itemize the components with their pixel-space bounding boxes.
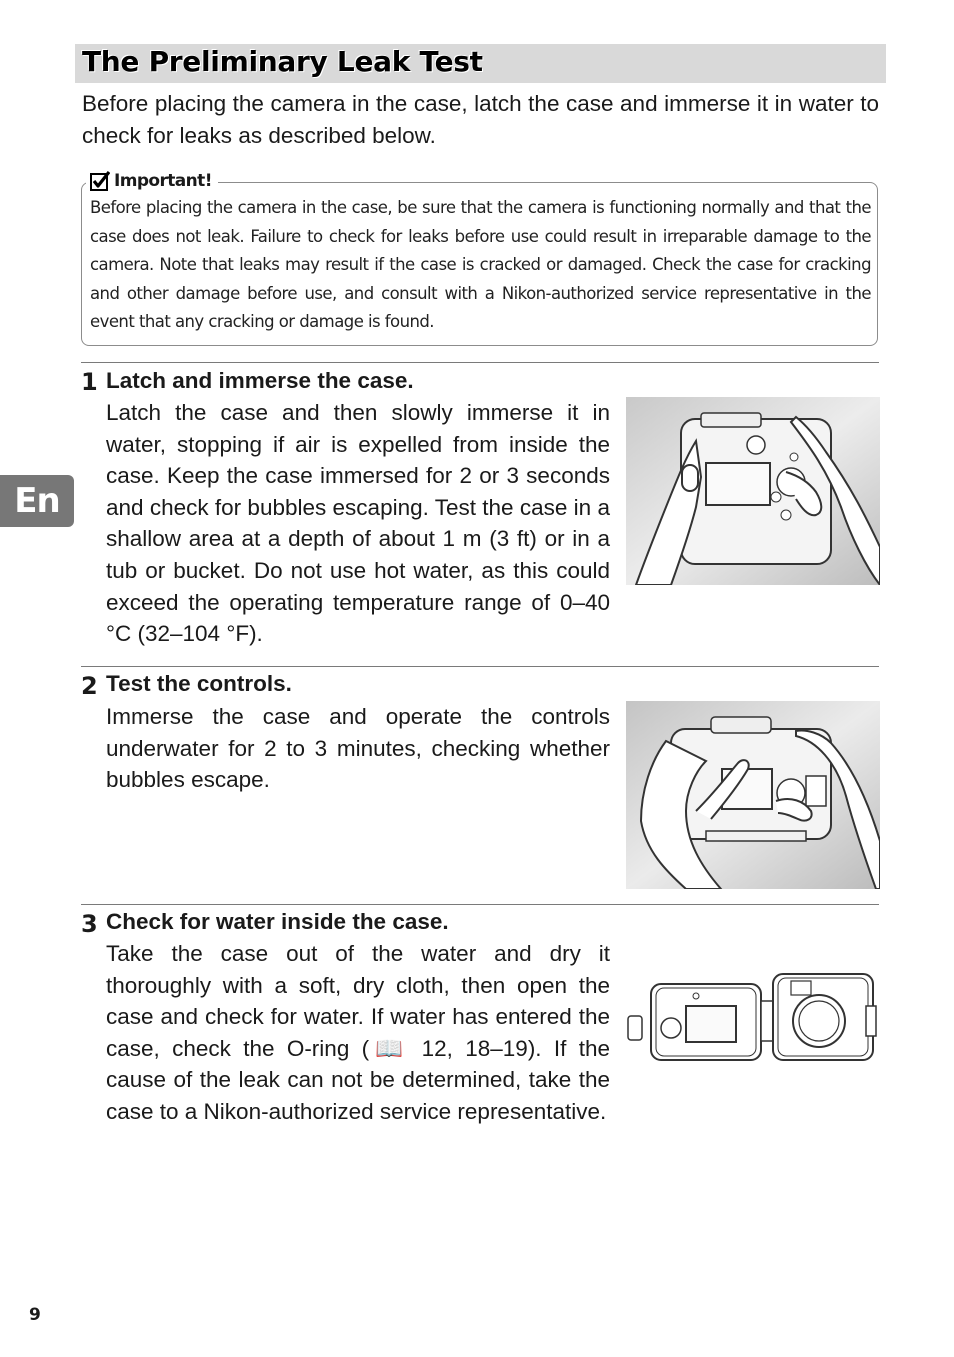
test-controls-illustration xyxy=(626,701,880,889)
section-title: The Preliminary Leak Test xyxy=(82,45,483,78)
intro-paragraph: Before placing the camera in the case, latch the case and immerse it in water to check for leaks as described below. xyxy=(82,91,879,148)
important-notice-text: Before placing the camera in the case, be sure that the camera is functioning normally and that the case does not leak. Failure to check for leaks before use could result in irreparable damage to the camera. Note that leaks may result if the case is cracked or damaged. Check the case for cracking and other damage before use, and consult with a Nikon-authorized service representative in the event that any cracking or damage is found. xyxy=(90,198,871,331)
step-number: 1 xyxy=(81,368,97,396)
open-case-illustration xyxy=(626,966,880,1066)
important-notice-header xyxy=(86,168,218,194)
step-number: 3 xyxy=(81,910,97,938)
checkmark-box-icon xyxy=(90,171,110,191)
step-divider xyxy=(81,666,879,667)
step-divider xyxy=(81,904,879,905)
step-body: Take the case out of the water and dry it thoroughly with a soft, dry cloth, then open the case and check for water. If water has entered the case, check the O-ring (📖 12, 18–19). If the cause of the leak can not be determined, take the case to a Nikon-authorized service representative. xyxy=(106,941,610,1124)
step-body: Latch the case and then slowly immerse it in water, stopping if air is expelled from inside the case. Keep the case immersed for 2 or 3 seconds and check for bubbles escaping. Test the case in a shallow area at a depth of about 1 m (3 ft) or in a tub or bucket. Do not use hot water, as this could exceed the operating temperature range of 0–40 °C (32–104 °F). xyxy=(106,400,610,647)
step-title: Latch and immerse the case. xyxy=(106,368,414,393)
immerse-case-illustration xyxy=(626,397,880,585)
step-divider xyxy=(81,362,879,363)
language-tab: En xyxy=(0,475,74,527)
step-number: 2 xyxy=(81,672,97,700)
step-title: Check for water inside the case. xyxy=(106,909,449,934)
step-body: Immerse the case and operate the controls underwater for 2 to 3 minutes, checking whether bubbles escape. xyxy=(106,704,610,793)
step-title: Test the controls. xyxy=(106,671,292,696)
important-label: Important! xyxy=(114,171,212,191)
page-number: 9 xyxy=(29,1305,41,1325)
